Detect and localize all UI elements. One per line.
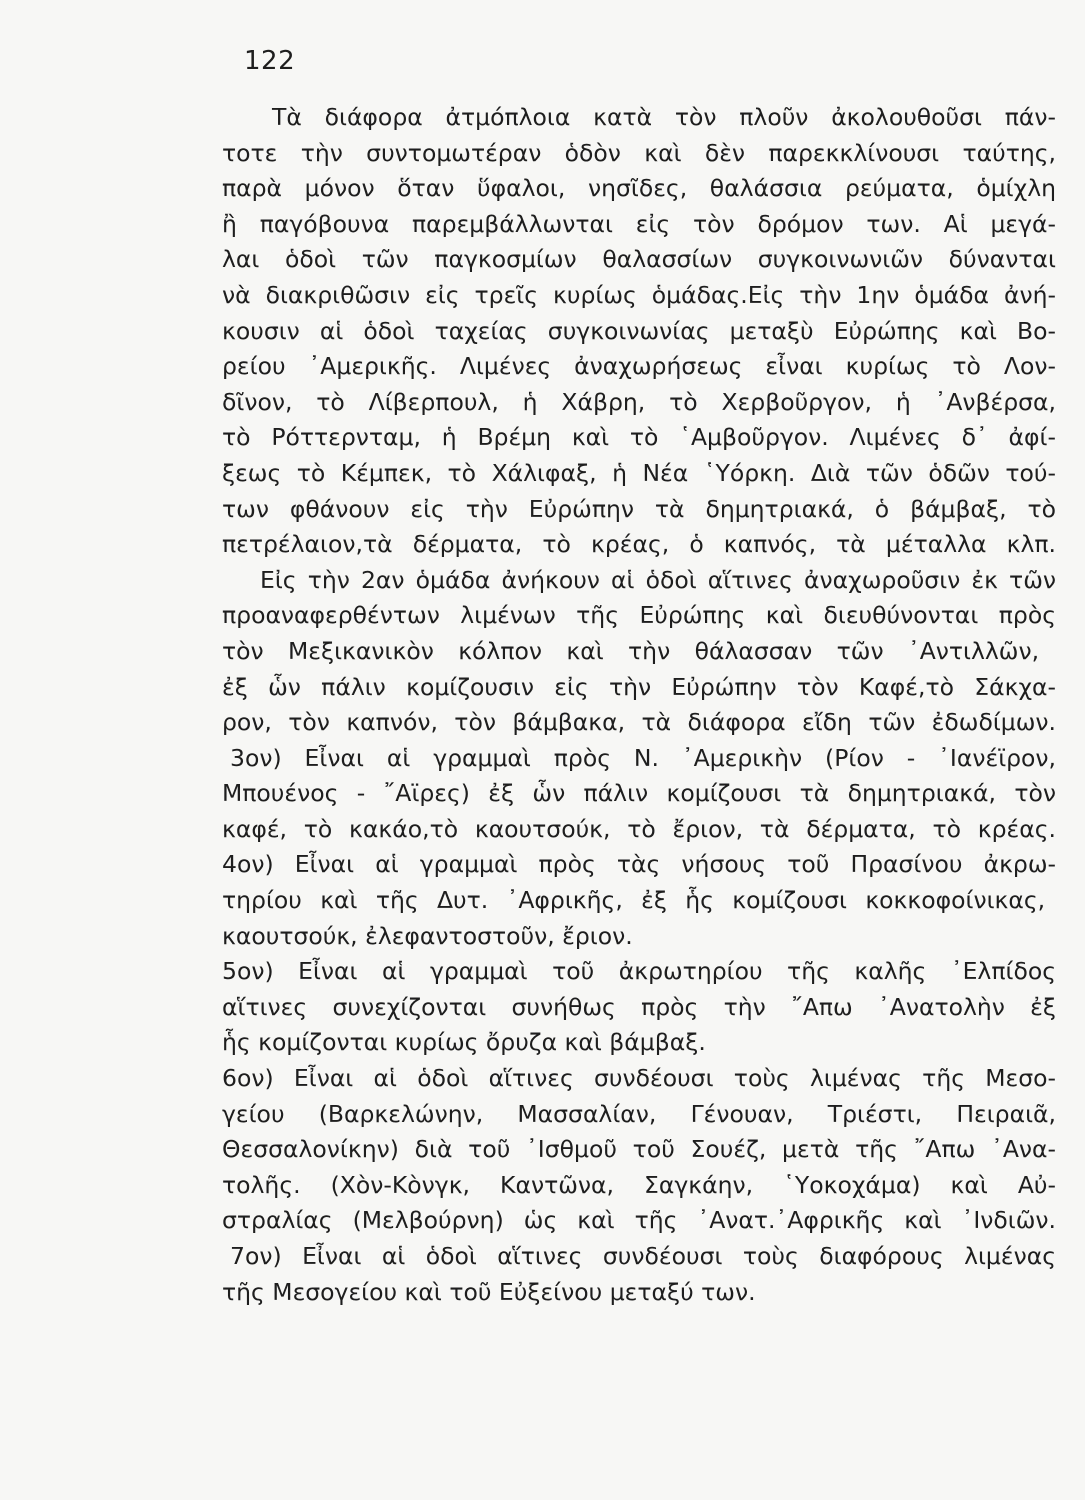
text-line xyxy=(222,527,1056,563)
text-line-content: καουτσούκ, ἐλεφαντοστοῦν, ἔριον. xyxy=(222,921,633,950)
text-line-content: προαναφερθέντων λιμένων τῆς Εὐρώπης καὶ διευθύνονται πρὸς xyxy=(222,601,1056,630)
text-line-content: ξεως τὸ Κέμπεκ, τὸ Χάλιφαξ, ἡ Νέα ῾Υόρκη. Διὰ τῶν ὁδῶν τού- xyxy=(222,458,1056,487)
text-line-content: ἐξ ὧν πάλιν κομίζουσιν εἰς τὴν Εὐρώπην τὸν Καφέ,τὸ Σάκχα- xyxy=(222,672,1056,701)
text-line-content: ἢ παγόβουνα παρεμβάλλωνται εἰς τὸν δρόμον των. Αἱ μεγά- xyxy=(222,209,1056,238)
text-line-content: τῆς Μεσογείου καὶ τοῦ Εὐξείνου μεταξύ των. xyxy=(222,1277,756,1306)
text-line-content: καφέ, τὸ κακάο,τὸ καουτσούκ, τὸ ἔριον, τὰ δέρματα, τὸ κρέας. xyxy=(222,814,1056,843)
text-line-content: Μπουένος - ῎Αϊρες) ἐξ ὧν πάλιν κομίζουσι τὰ δημητριακά, τὸν xyxy=(222,779,1056,808)
text-line-content: 5ον) Εἶναι αἱ γραμμαὶ τοῦ ἀκρωτηρίου τῆς καλῆς ᾿Ελπίδος xyxy=(222,957,1056,986)
text-line xyxy=(222,171,1056,207)
text-line xyxy=(222,563,1056,599)
text-line xyxy=(222,883,1056,919)
text-line-content: τὸ Ρόττερνταμ, ἡ Βρέμη καὶ τὸ ῾Αμβοῦργον. Λιμένες δ᾿ ἀφί- xyxy=(222,423,1056,452)
text-line xyxy=(222,278,1056,314)
text-line-content: 6ον) Εἶναι αἱ ὁδοὶ αἵτινες συνδέουσι τοὺς λιμένας τῆς Μεσο- xyxy=(222,1064,1056,1093)
text-line xyxy=(222,776,1056,812)
text-line xyxy=(222,1275,1056,1311)
text-line xyxy=(222,100,1056,136)
text-line xyxy=(222,349,1056,385)
text-line-content: αἵτινες συνεχίζονται συνήθως πρὸς τὴν ῎Απω ᾿Ανατολὴν ἐξ xyxy=(222,992,1056,1021)
text-line-content: των φθάνουν εἰς τὴν Εὐρώπην τὰ δημητριακά, ὁ βάμβαξ, τὸ xyxy=(222,494,1056,523)
text-line-content: ρον, τὸν καπνόν, τὸν βάμβακα, τὰ διάφορα εἴδη τῶν ἐδωδίμων. xyxy=(222,708,1056,737)
text-line-content: τοτε τὴν συντομωτέραν ὁδὸν καὶ δὲν παρεκκλίνουσι ταύτης, xyxy=(222,138,1056,167)
text-line xyxy=(222,1239,1056,1275)
text-line-content: λαι ὁδοὶ τῶν παγκοσμίων θαλασσίων συγκοινωνιῶν δύνανται xyxy=(222,245,1056,274)
text-line xyxy=(222,136,1056,172)
text-line xyxy=(222,741,1056,777)
text-line xyxy=(222,456,1056,492)
text-line xyxy=(222,990,1056,1026)
text-line xyxy=(222,954,1056,990)
text-line xyxy=(222,670,1056,706)
text-line xyxy=(222,1097,1056,1133)
text-line-content: 3ον) Εἶναι αἱ γραμμαὶ πρὸς Ν. ᾿Αμερικὴν (Ρίον - ᾿Ιανέϊρον, xyxy=(230,743,1056,772)
text-line xyxy=(222,598,1056,634)
text-line xyxy=(222,492,1056,528)
text-line xyxy=(222,812,1056,848)
text-line xyxy=(222,207,1056,243)
text-line xyxy=(222,1061,1056,1097)
text-line-content: γείου (Βαρκελώνην, Μασσαλίαν, Γένουαν, Τριέστι, Πειραιᾶ, xyxy=(222,1099,1056,1128)
text-line xyxy=(222,1132,1056,1168)
text-line xyxy=(222,385,1056,421)
text-line-content: νὰ διακριθῶσιν εἰς τρεῖς κυρίως ὁμάδας.Εἰς τὴν 1ην ὁμάδα ἀνή- xyxy=(222,280,1056,309)
text-line-content: κουσιν αἱ ὁδοὶ ταχείας συγκοινωνίας μεταξὺ Εὐρώπης καὶ Βο- xyxy=(222,316,1056,345)
text-line-content: τηρίου καὶ τῆς Δυτ. ᾿Αφρικῆς, ἐξ ἧς κομίζουσι κοκκοφοίνικας, xyxy=(222,886,1046,915)
text-line-content: τολῆς. (Χὸν-Κὸνγκ, Καντῶνα, Σαγκάην, ῾Υοκοχάμα) καὶ Αὐ- xyxy=(222,1170,1056,1199)
text-line xyxy=(222,314,1056,350)
text-line-content: παρὰ μόνον ὅταν ὕφαλοι, νησῖδες, θαλάσσια ρεύματα, ὁμίχλη xyxy=(222,174,1056,203)
text-line-content: Θεσσαλονίκην) διὰ τοῦ ᾿Ισθμοῦ τοῦ Σουέζ, μετὰ τῆς ῎Απω ᾿Ανα- xyxy=(222,1135,1056,1164)
text-line xyxy=(222,242,1056,278)
text-line-content: 7ον) Εἶναι αἱ ὁδοὶ αἵτινες συνδέουσι τοὺς διαφόρους λιμένας xyxy=(230,1242,1056,1270)
text-line xyxy=(222,1025,1056,1061)
text-line-content: στραλίας (Μελβούρνη) ὡς καὶ τῆς ᾿Ανατ.᾿Αφρικῆς καὶ ᾿Ινδιῶν. xyxy=(222,1206,1056,1235)
page-number: 122 xyxy=(244,46,296,76)
text-line xyxy=(222,919,1056,955)
text-line xyxy=(222,1168,1056,1204)
text-line xyxy=(222,634,1056,670)
text-line xyxy=(222,847,1056,883)
text-line xyxy=(222,420,1056,456)
text-line-content: δῖνον, τὸ Λίβερπουλ, ἡ Χάβρη, τὸ Χερβοῦργον, ἡ ᾿Ανβέρσα, xyxy=(222,387,1056,416)
text-line-content: ρείου ᾿Αμερικῆς. Λιμένες ἀναχωρήσεως εἶναι κυρίως τὸ Λον- xyxy=(222,352,1056,381)
text-line-content: 4ον) Εἶναι αἱ γραμμαὶ πρὸς τὰς νήσους τοῦ Πρασίνου ἀκρω- xyxy=(222,850,1056,879)
text-line-content: ἧς κομίζονται κυρίως ὄρυζα καὶ βάμβαξ. xyxy=(222,1028,706,1057)
text-line-content: Εἰς τὴν 2αν ὁμάδα ἀνήκουν αἱ ὁδοὶ αἵτινες ἀναχωροῦσιν ἐκ τῶν xyxy=(260,565,1056,594)
text-line xyxy=(222,705,1056,741)
text-line-content: πετρέλαιον,τὰ δέρματα, τὸ κρέας, ὁ καπνός, τὰ μέταλλα κλπ. xyxy=(222,530,1056,559)
body-text xyxy=(222,100,1056,1310)
text-line xyxy=(222,1203,1056,1239)
text-line-content: τὸν Μεξικανικὸν κόλπον καὶ τὴν θάλασσαν τῶν ᾿Αντιλλῶν, xyxy=(222,636,1040,665)
text-line-content: Τὰ διάφορα ἀτμόπλοια κατὰ τὸν πλοῦν ἀκολουθοῦσι πάν- xyxy=(272,103,1056,131)
